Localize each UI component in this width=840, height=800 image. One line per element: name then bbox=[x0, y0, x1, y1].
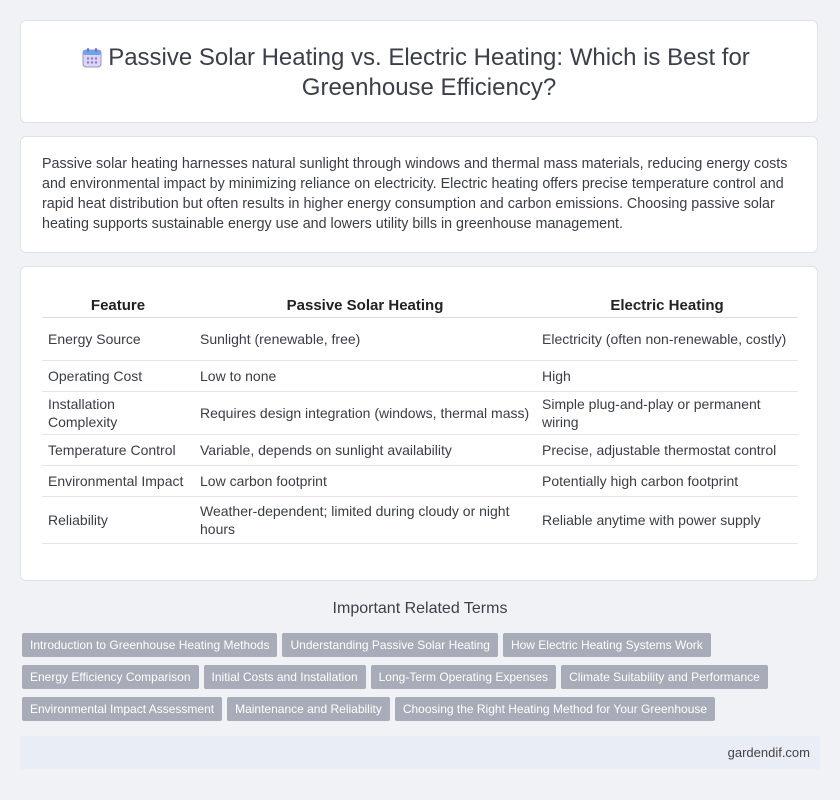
table-row bbox=[42, 466, 798, 497]
table-cell: Electricity (often non-renewable, costly) bbox=[536, 318, 798, 361]
related-term-tag[interactable]: Long-Term Operating Expenses bbox=[371, 665, 556, 689]
footer-site-link[interactable]: gardendif.com bbox=[727, 745, 810, 760]
table-cell: Weather-dependent; limited during cloudy or night hours bbox=[194, 497, 536, 544]
related-term-tag[interactable]: Maintenance and Reliability bbox=[227, 697, 390, 721]
table-row bbox=[42, 361, 798, 392]
table-cell: Low to none bbox=[194, 361, 536, 392]
column-header-feature: Feature bbox=[42, 289, 194, 318]
table-cell: Variable, depends on sunlight availability bbox=[194, 435, 536, 466]
related-term-tag[interactable]: Introduction to Greenhouse Heating Methods bbox=[22, 633, 277, 657]
intro-card bbox=[20, 136, 818, 253]
column-header-electric: Electric Heating bbox=[536, 289, 798, 318]
table-cell: Reliable anytime with power supply bbox=[536, 497, 798, 544]
table-cell: Sunlight (renewable, free) bbox=[194, 318, 536, 361]
table-cell: Reliability bbox=[42, 497, 194, 544]
table-header-row bbox=[42, 289, 798, 318]
related-term-tag[interactable]: Choosing the Right Heating Method for Your Greenhouse bbox=[395, 697, 715, 721]
related-term-tag[interactable]: How Electric Heating Systems Work bbox=[503, 633, 711, 657]
comparison-table bbox=[42, 289, 798, 544]
related-terms-list bbox=[22, 633, 802, 729]
table-cell: Environmental Impact bbox=[42, 466, 194, 497]
table-cell: Low carbon footprint bbox=[194, 466, 536, 497]
table-cell: Requires design integration (windows, thermal mass) bbox=[194, 392, 536, 435]
table-cell: Potentially high carbon footprint bbox=[536, 466, 798, 497]
table-cell: Simple plug-and-play or permanent wiring bbox=[536, 392, 798, 435]
table-row bbox=[42, 318, 798, 361]
comparison-table-card bbox=[20, 266, 818, 581]
related-term-tag[interactable]: Initial Costs and Installation bbox=[204, 665, 366, 689]
table-cell: Precise, adjustable thermostat control bbox=[536, 435, 798, 466]
table-cell: Energy Source bbox=[42, 318, 194, 361]
table-cell: Operating Cost bbox=[42, 361, 194, 392]
table-row bbox=[42, 435, 798, 466]
related-terms-heading: Important Related Terms bbox=[332, 600, 508, 617]
related-term-tag[interactable]: Energy Efficiency Comparison bbox=[22, 665, 199, 689]
page-title: Passive Solar Heating vs. Electric Heating: Which is Best for Greenhouse Efficiency? bbox=[108, 44, 750, 101]
related-term-tag[interactable]: Climate Suitability and Performance bbox=[561, 665, 768, 689]
header-card bbox=[20, 20, 818, 123]
intro-text: Passive solar heating harnesses natural sunlight through windows and thermal mass materials, reducing energy costs and environmental impact by minimizing reliance on electricity. Electric heating offers precise temperature control and rapid heat distribution but often results in higher energy consumption and carbon emissions. Choosing passive solar heating supports sustainable energy use and lowers utility bills in greenhouse management. bbox=[42, 156, 788, 232]
table-cell: Installation Complexity bbox=[42, 392, 194, 435]
related-term-tag[interactable]: Understanding Passive Solar Heating bbox=[282, 633, 497, 657]
table-cell: Temperature Control bbox=[42, 435, 194, 466]
table-row bbox=[42, 497, 798, 544]
footer bbox=[20, 736, 820, 769]
column-header-passive-solar: Passive Solar Heating bbox=[194, 289, 536, 318]
related-term-tag[interactable]: Environmental Impact Assessment bbox=[22, 697, 222, 721]
table-row bbox=[42, 392, 798, 435]
table-cell: High bbox=[536, 361, 798, 392]
